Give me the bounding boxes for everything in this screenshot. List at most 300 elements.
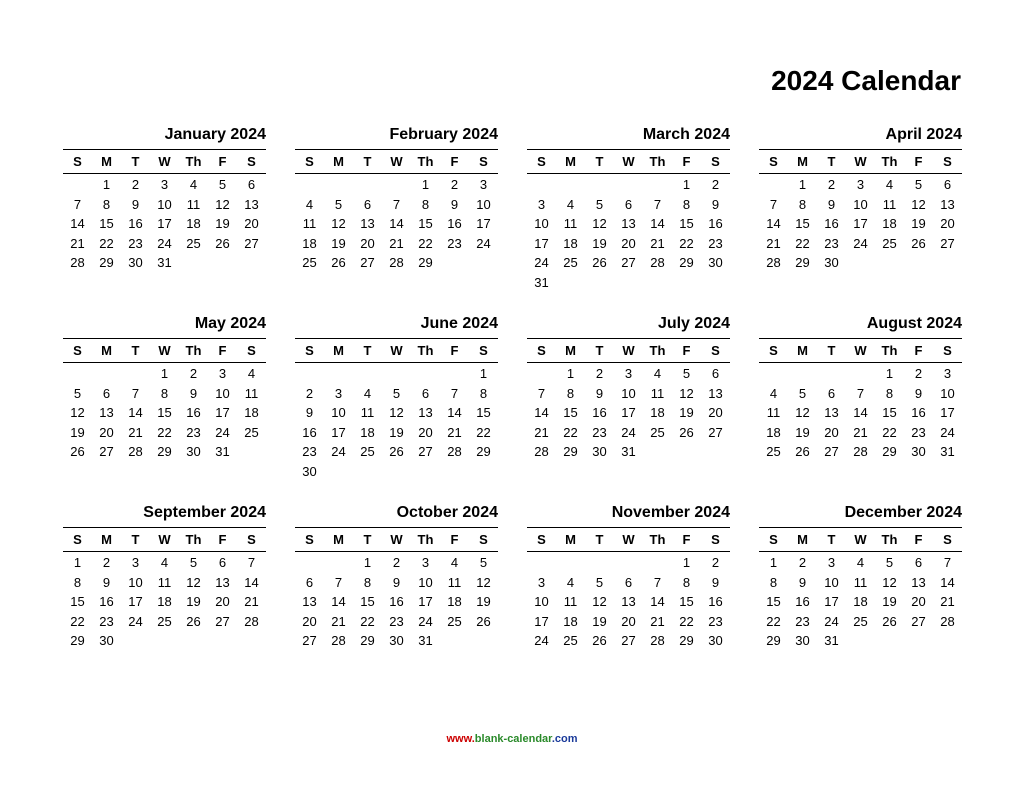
day-cell: 12 (215, 196, 230, 212)
day-cell: 31 (621, 444, 636, 459)
day-cell: 27 (824, 444, 839, 459)
day-cell: 17 (215, 405, 230, 420)
day-cell: 17 (940, 405, 955, 420)
day-cell: 6 (305, 574, 314, 590)
weekday-label: S (479, 154, 488, 169)
day-cell: 2 (189, 366, 198, 381)
day-cell: 20 (244, 216, 259, 231)
day-cell: 4 (769, 385, 778, 401)
weekday-label: S (711, 154, 720, 169)
day-cell: 20 (621, 235, 636, 251)
day-grid (295, 175, 498, 273)
day-cell: 22 (766, 613, 781, 629)
day-cell: 30 (824, 255, 839, 270)
weekday-label: T (827, 154, 836, 169)
day-cell: 30 (99, 633, 114, 648)
day-cell: 22 (476, 424, 491, 440)
day-cell: 28 (244, 613, 259, 629)
day-cell: 20 (360, 235, 375, 251)
weekday-header-row (63, 527, 266, 552)
day-cell: 22 (795, 235, 810, 251)
day-cell: 4 (885, 177, 894, 192)
day-cell: 9 (131, 196, 140, 212)
day-grid (63, 364, 266, 462)
month-title: January 2024 (164, 126, 266, 143)
day-cell: 5 (218, 177, 227, 192)
day-cell: 27 (215, 613, 230, 629)
weekday-label: M (565, 343, 576, 358)
day-cell: 7 (450, 385, 459, 401)
day-cell: 14 (766, 216, 781, 231)
day-cell: 30 (302, 463, 317, 479)
day-cell: 9 (189, 385, 198, 401)
day-cell: 26 (389, 444, 404, 459)
weekday-label: F (450, 343, 459, 358)
day-cell: 22 (418, 235, 433, 251)
month-title: June 2024 (420, 315, 498, 332)
weekday-label: F (218, 343, 227, 358)
day-cell: 12 (679, 385, 694, 401)
calendar-grid (63, 124, 962, 691)
day-cell: 22 (157, 424, 172, 440)
day-cell: 14 (70, 216, 85, 231)
day-cell: 26 (331, 255, 346, 270)
footer-link[interactable] (0, 733, 1024, 745)
day-cell: 21 (534, 424, 549, 440)
day-cell: 17 (621, 405, 636, 420)
day-cell: 25 (244, 424, 259, 440)
month-title: October 2024 (396, 504, 498, 521)
day-grid (63, 553, 266, 651)
day-cell: 23 (302, 444, 317, 459)
day-cell: 30 (911, 444, 926, 459)
day-cell: 19 (476, 594, 491, 609)
day-cell: 15 (882, 405, 897, 420)
day-cell: 1 (160, 366, 169, 381)
day-cell: 15 (99, 216, 114, 231)
day-cell: 19 (592, 235, 607, 251)
day-grid (295, 364, 498, 481)
weekday-label: S (73, 154, 82, 169)
day-cell: 10 (940, 385, 955, 401)
month-title: September 2024 (143, 504, 266, 521)
day-cell: 10 (853, 196, 868, 212)
day-cell: 22 (679, 613, 694, 629)
day-cell: 11 (244, 385, 259, 401)
day-cell: 2 (827, 177, 836, 192)
day-cell: 24 (331, 444, 346, 459)
day-cell: 5 (479, 555, 488, 570)
weekday-label: T (595, 343, 604, 358)
month-block (759, 313, 962, 502)
day-cell: 18 (302, 235, 317, 251)
day-cell: 21 (766, 235, 781, 251)
day-cell: 14 (940, 574, 955, 590)
weekday-label: S (305, 532, 314, 547)
day-cell: 8 (798, 196, 807, 212)
day-cell: 25 (882, 235, 897, 251)
weekday-header-row (295, 527, 498, 552)
day-cell: 23 (708, 235, 723, 251)
weekday-label: F (218, 532, 227, 547)
day-cell: 3 (537, 574, 546, 590)
day-cell: 13 (824, 405, 839, 420)
day-cell: 20 (911, 594, 926, 609)
weekday-label: F (450, 532, 459, 547)
weekday-label: W (854, 532, 867, 547)
weekday-label: F (914, 154, 923, 169)
day-cell: 1 (363, 555, 372, 570)
day-cell: 7 (131, 385, 140, 401)
day-cell: 1 (682, 555, 691, 570)
weekday-label: W (158, 532, 171, 547)
day-cell: 14 (244, 574, 259, 590)
day-cell: 14 (534, 405, 549, 420)
day-cell: 13 (621, 216, 636, 231)
day-cell: 3 (334, 385, 343, 401)
day-cell: 20 (708, 405, 723, 420)
month-title: March 2024 (642, 126, 730, 143)
weekday-label: M (333, 343, 344, 358)
day-cell: 24 (418, 613, 433, 629)
day-cell: 12 (592, 216, 607, 231)
day-cell: 15 (679, 594, 694, 609)
day-cell: 11 (360, 405, 375, 420)
day-cell: 2 (595, 366, 604, 381)
weekday-header-row (527, 149, 730, 174)
weekday-label: T (595, 154, 604, 169)
weekday-label: Th (649, 343, 666, 358)
day-cell: 11 (447, 574, 462, 590)
day-cell: 3 (827, 555, 836, 570)
day-cell: 13 (244, 196, 259, 212)
day-cell: 2 (711, 177, 720, 192)
day-cell: 23 (186, 424, 201, 440)
weekday-label: F (914, 343, 923, 358)
weekday-label: M (101, 343, 112, 358)
weekday-label: Th (417, 343, 434, 358)
day-grid (759, 175, 962, 273)
day-cell: 29 (70, 633, 85, 648)
day-cell: 24 (157, 235, 172, 251)
weekday-label: S (943, 343, 952, 358)
day-cell: 29 (99, 255, 114, 270)
day-cell: 6 (218, 555, 227, 570)
day-cell: 30 (795, 633, 810, 648)
day-cell: 26 (215, 235, 230, 251)
day-cell: 6 (624, 574, 633, 590)
weekday-label: Th (649, 532, 666, 547)
day-cell: 12 (186, 574, 201, 590)
day-cell: 6 (624, 196, 633, 212)
day-cell: 21 (650, 235, 665, 251)
weekday-label: Th (185, 532, 202, 547)
day-cell: 16 (795, 594, 810, 609)
day-cell: 17 (331, 424, 346, 440)
day-cell: 24 (128, 613, 143, 629)
day-cell: 29 (360, 633, 375, 648)
day-cell: 7 (943, 555, 952, 570)
weekday-label: Th (881, 154, 898, 169)
weekday-header-row (295, 338, 498, 363)
day-cell: 4 (247, 366, 256, 381)
day-cell: 13 (911, 574, 926, 590)
day-cell: 13 (99, 405, 114, 420)
day-cell: 9 (711, 574, 720, 590)
day-cell: 21 (853, 424, 868, 440)
weekday-label: F (682, 343, 691, 358)
day-cell: 28 (650, 255, 665, 270)
day-cell: 9 (102, 574, 111, 590)
day-cell: 19 (795, 424, 810, 440)
weekday-label: W (854, 343, 867, 358)
weekday-label: W (854, 154, 867, 169)
weekday-label: T (363, 532, 372, 547)
day-cell: 3 (218, 366, 227, 381)
month-block (527, 502, 730, 691)
weekday-label: S (73, 532, 82, 547)
day-cell: 18 (650, 405, 665, 420)
day-cell: 16 (824, 216, 839, 231)
day-cell: 1 (566, 366, 575, 381)
day-cell: 28 (447, 444, 462, 459)
day-cell: 24 (534, 633, 549, 648)
day-cell: 4 (653, 366, 662, 381)
weekday-label: M (797, 154, 808, 169)
weekday-label: W (622, 343, 635, 358)
day-cell: 3 (624, 366, 633, 381)
day-cell: 30 (186, 444, 201, 459)
day-cell: 9 (305, 405, 314, 420)
day-cell: 5 (595, 574, 604, 590)
day-cell: 11 (186, 196, 201, 212)
day-cell: 25 (853, 613, 868, 629)
day-cell: 5 (595, 196, 604, 212)
day-cell: 10 (824, 574, 839, 590)
weekday-header-row (527, 527, 730, 552)
day-cell: 21 (650, 613, 665, 629)
day-cell: 14 (389, 216, 404, 231)
day-cell: 29 (157, 444, 172, 459)
day-cell: 5 (334, 196, 343, 212)
day-cell: 10 (476, 196, 491, 212)
day-cell: 11 (650, 385, 665, 401)
weekday-label: F (682, 154, 691, 169)
day-cell: 28 (940, 613, 955, 629)
day-cell: 7 (653, 574, 662, 590)
day-cell: 2 (392, 555, 401, 570)
day-cell: 18 (360, 424, 375, 440)
weekday-label: F (914, 532, 923, 547)
day-cell: 12 (592, 594, 607, 609)
day-grid (295, 553, 498, 651)
day-cell: 16 (389, 594, 404, 609)
day-cell: 25 (650, 424, 665, 440)
day-cell: 20 (824, 424, 839, 440)
day-cell: 7 (856, 385, 865, 401)
weekday-label: M (797, 532, 808, 547)
day-cell: 20 (215, 594, 230, 609)
day-cell: 8 (769, 574, 778, 590)
day-cell: 2 (305, 385, 314, 401)
day-cell: 13 (418, 405, 433, 420)
weekday-label: S (479, 532, 488, 547)
weekday-label: M (565, 532, 576, 547)
day-cell: 6 (914, 555, 923, 570)
day-cell: 28 (331, 633, 346, 648)
day-cell: 15 (70, 594, 85, 609)
day-cell: 7 (392, 196, 401, 212)
day-cell: 6 (102, 385, 111, 401)
weekday-label: F (218, 154, 227, 169)
weekday-label: S (305, 343, 314, 358)
day-cell: 19 (679, 405, 694, 420)
footer-link-name: blank-calendar (474, 733, 552, 745)
day-grid (527, 553, 730, 651)
day-cell: 17 (157, 216, 172, 231)
weekday-label: Th (649, 154, 666, 169)
page-title: 2024 Calendar (771, 65, 961, 96)
day-cell: 21 (447, 424, 462, 440)
day-grid (759, 553, 962, 651)
day-cell: 18 (563, 235, 578, 251)
weekday-label: W (158, 343, 171, 358)
weekday-label: S (537, 532, 546, 547)
weekday-label: S (537, 154, 546, 169)
month-title: August 2024 (866, 315, 962, 332)
day-cell: 3 (421, 555, 430, 570)
day-cell: 16 (592, 405, 607, 420)
month-block (295, 124, 498, 313)
day-cell: 11 (766, 405, 781, 420)
month-block (63, 124, 266, 313)
weekday-label: S (943, 154, 952, 169)
day-cell: 8 (885, 385, 894, 401)
day-cell: 18 (563, 613, 578, 629)
day-cell: 29 (882, 444, 897, 459)
month-title: May 2024 (194, 315, 266, 332)
day-cell: 20 (621, 613, 636, 629)
day-cell: 16 (708, 216, 723, 231)
day-cell: 3 (479, 177, 488, 192)
day-cell: 10 (157, 196, 172, 212)
weekday-label: W (390, 154, 403, 169)
weekday-label: M (333, 154, 344, 169)
weekday-label: T (363, 154, 372, 169)
day-cell: 18 (447, 594, 462, 609)
weekday-label: S (247, 154, 256, 169)
day-cell: 8 (479, 385, 488, 401)
month-title: November 2024 (611, 504, 730, 521)
weekday-header-row (63, 149, 266, 174)
day-cell: 21 (244, 594, 259, 609)
weekday-label: T (131, 343, 140, 358)
day-cell: 14 (650, 216, 665, 231)
day-cell: 10 (128, 574, 143, 590)
day-cell: 18 (853, 594, 868, 609)
weekday-label: T (363, 343, 372, 358)
day-cell: 11 (302, 216, 317, 231)
day-cell: 17 (534, 613, 549, 629)
weekday-header-row (527, 338, 730, 363)
weekday-label: M (565, 154, 576, 169)
day-cell: 12 (389, 405, 404, 420)
month-block (527, 124, 730, 313)
day-cell: 5 (392, 385, 401, 401)
day-cell: 28 (766, 255, 781, 270)
day-cell: 29 (476, 444, 491, 459)
day-cell: 30 (708, 255, 723, 270)
weekday-label: T (131, 532, 140, 547)
day-cell: 9 (392, 574, 401, 590)
day-cell: 25 (360, 444, 375, 459)
day-cell: 31 (215, 444, 230, 459)
day-cell: 20 (99, 424, 114, 440)
day-cell: 6 (943, 177, 952, 192)
day-cell: 1 (885, 366, 894, 381)
day-cell: 28 (853, 444, 868, 459)
month-block (63, 313, 266, 502)
day-cell: 11 (563, 594, 578, 609)
day-cell: 5 (73, 385, 82, 401)
day-cell: 26 (679, 424, 694, 440)
day-cell: 4 (566, 196, 575, 212)
day-cell: 5 (914, 177, 923, 192)
footer-link-prefix: www. (446, 733, 475, 745)
day-cell: 8 (73, 574, 82, 590)
day-cell: 27 (244, 235, 259, 251)
day-cell: 26 (592, 633, 607, 648)
day-cell: 4 (856, 555, 865, 570)
day-cell: 31 (534, 274, 549, 290)
day-cell: 10 (418, 574, 433, 590)
day-cell: 2 (450, 177, 459, 192)
month-title: April 2024 (885, 126, 962, 143)
weekday-label: S (711, 532, 720, 547)
month-block (295, 502, 498, 691)
weekday-label: M (101, 154, 112, 169)
day-cell: 14 (128, 405, 143, 420)
day-cell: 25 (563, 633, 578, 648)
weekday-label: Th (185, 343, 202, 358)
day-cell: 15 (563, 405, 578, 420)
day-cell: 22 (99, 235, 114, 251)
day-cell: 13 (215, 574, 230, 590)
day-cell: 31 (418, 633, 433, 648)
month-block (63, 502, 266, 691)
day-cell: 17 (534, 235, 549, 251)
day-cell: 9 (450, 196, 459, 212)
day-cell: 11 (882, 196, 897, 212)
day-cell: 2 (798, 555, 807, 570)
day-cell: 2 (102, 555, 111, 570)
day-cell: 7 (769, 196, 778, 212)
day-cell: 13 (708, 385, 723, 401)
day-cell: 20 (418, 424, 433, 440)
day-cell: 24 (853, 235, 868, 251)
day-cell: 19 (331, 235, 346, 251)
day-cell: 17 (476, 216, 491, 231)
day-cell: 15 (360, 594, 375, 609)
day-cell: 27 (911, 613, 926, 629)
day-cell: 5 (885, 555, 894, 570)
day-cell: 12 (70, 405, 85, 420)
day-cell: 15 (679, 216, 694, 231)
month-block (527, 313, 730, 502)
day-cell: 13 (621, 594, 636, 609)
day-cell: 26 (70, 444, 85, 459)
day-cell: 24 (476, 235, 491, 251)
